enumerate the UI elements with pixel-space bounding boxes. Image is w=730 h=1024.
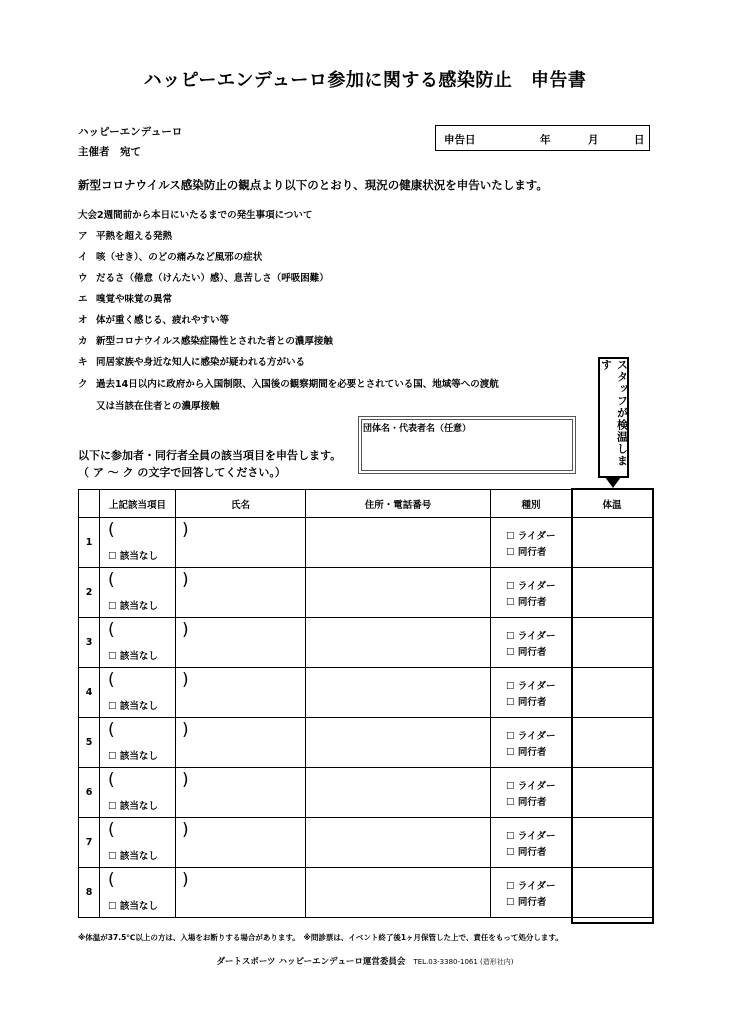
row-number: 4 [79, 668, 100, 718]
paren-open: ( [108, 870, 115, 890]
footer-org: ダートスポーツ ハッピーエンデューロ運営委員会 [216, 957, 406, 967]
item-answer-cell[interactable] [100, 768, 189, 818]
header-name: 氏名 [176, 490, 306, 518]
paren-close: ) [182, 870, 189, 890]
header-number [79, 490, 100, 518]
paren-close: ) [182, 620, 189, 640]
rider-checkbox[interactable]: ☐ ライダー [506, 781, 556, 792]
rider-checkbox[interactable]: ☐ ライダー [506, 581, 556, 592]
list-item-key: カ [78, 336, 88, 347]
addressee-org: ハッピーエンデューロ [78, 126, 183, 138]
type-cell [491, 568, 572, 618]
list-item-key: キ [78, 357, 88, 368]
item-answer-cell[interactable] [100, 818, 189, 868]
paren-open: ( [108, 520, 115, 540]
addressee-to: 主催者 宛て [78, 146, 141, 158]
none-checkbox[interactable]: ☐ 該当なし [108, 551, 158, 562]
list-item-text: 体が重く感じる、疲れやすい等 [96, 315, 230, 326]
list-item-text: だるさ（倦怠（けんたい）感）、息苦しさ（呼吸困難） [96, 273, 329, 284]
date-day: 日 [634, 134, 645, 146]
table-row [79, 618, 653, 668]
address-cell[interactable] [306, 868, 491, 918]
temperature-column-frame [571, 488, 654, 924]
staff-note-box [598, 357, 629, 478]
name-cell[interactable] [176, 768, 306, 818]
date-label: 申告日 [444, 134, 476, 146]
paren-close: ) [182, 670, 189, 690]
date-year: 年 [540, 134, 551, 146]
group-name-box[interactable] [358, 416, 576, 474]
intro-text: 新型コロナウイルス感染防止の観点より以下のとおり、現況の健康状況を申告いたします。 [78, 178, 548, 192]
none-checkbox[interactable]: ☐ 該当なし [108, 801, 158, 812]
rider-checkbox[interactable]: ☐ ライダー [506, 831, 556, 842]
name-cell[interactable] [176, 868, 306, 918]
type-cell [491, 668, 572, 718]
item-answer-cell[interactable] [100, 668, 189, 718]
item-answer-cell[interactable] [100, 868, 189, 918]
list-item [78, 376, 499, 390]
list-item [78, 291, 172, 305]
table-row [79, 818, 653, 868]
group-name-label: 団体名・代表者名（任意） [363, 424, 472, 434]
staff-note: スタッフが検温します [599, 359, 629, 467]
companion-checkbox[interactable]: ☐ 同行者 [506, 897, 547, 908]
paren-close: ) [182, 720, 189, 740]
page-title: ハッピーエンデューロ参加に関する感染防止 申告書 [143, 70, 587, 91]
table-header-row [79, 490, 653, 518]
rider-checkbox[interactable]: ☐ ライダー [506, 881, 556, 892]
name-cell[interactable] [176, 568, 306, 618]
address-cell[interactable] [306, 618, 491, 668]
table-row [79, 568, 653, 618]
companion-checkbox[interactable]: ☐ 同行者 [506, 747, 547, 758]
paren-open: ( [108, 670, 115, 690]
item-answer-cell[interactable] [100, 718, 189, 768]
list-item-key: エ [78, 294, 88, 305]
list-item [78, 312, 229, 326]
address-cell[interactable] [306, 568, 491, 618]
list-item-key: ア [78, 231, 88, 242]
list-item [78, 270, 329, 284]
none-checkbox[interactable]: ☐ 該当なし [108, 601, 158, 612]
name-cell[interactable] [176, 668, 306, 718]
companion-checkbox[interactable]: ☐ 同行者 [506, 797, 547, 808]
row-number: 7 [79, 818, 100, 868]
list-item [78, 333, 333, 347]
type-cell [491, 718, 572, 768]
address-cell[interactable] [306, 768, 491, 818]
none-checkbox[interactable]: ☐ 該当なし [108, 651, 158, 662]
list-item-key: ウ [78, 273, 88, 284]
none-checkbox[interactable]: ☐ 該当なし [108, 701, 158, 712]
list-item [78, 354, 305, 368]
paren-close: ) [182, 770, 189, 790]
paren-close: ) [182, 820, 189, 840]
none-checkbox[interactable]: ☐ 該当なし [108, 751, 158, 762]
footer-tel: TEL.03-3380-1061 (造形社内) [413, 958, 514, 966]
rider-checkbox[interactable]: ☐ ライダー [506, 631, 556, 642]
item-answer-cell[interactable] [100, 618, 189, 668]
address-cell[interactable] [306, 518, 491, 568]
list-item-text: 同居家族や身近な知人に感染が疑われる方がいる [96, 357, 306, 368]
header-address: 住所・電話番号 [306, 490, 491, 518]
instruction-line-1: 以下に参加者・同行者全員の該当項目を申告します。 [78, 449, 342, 462]
name-cell[interactable] [176, 518, 306, 568]
paren-close: ) [182, 570, 189, 590]
address-cell[interactable] [306, 668, 491, 718]
row-number: 2 [79, 568, 100, 618]
paren-close: ) [182, 520, 189, 540]
list-item-text: 新型コロナウイルス感染症陽性とされた者との濃厚接触 [96, 336, 333, 347]
header-temp: 体温 [572, 490, 653, 518]
header-item: 上記該当項目 [100, 490, 176, 518]
none-checkbox[interactable]: ☐ 該当なし [108, 851, 158, 862]
type-cell [491, 518, 572, 568]
paren-open: ( [108, 570, 115, 590]
item-answer-cell[interactable] [100, 568, 189, 618]
name-cell[interactable] [176, 718, 306, 768]
arrow-down-icon [605, 477, 621, 488]
companion-checkbox[interactable]: ☐ 同行者 [506, 847, 547, 858]
rider-checkbox[interactable]: ☐ ライダー [506, 531, 556, 542]
list-item-key: イ [78, 252, 88, 263]
table-row [79, 668, 653, 718]
list-item-text: 過去14日以内に政府から入国制限、入国後の観察期間を必要とされている国、地域等への渡航 [96, 379, 499, 390]
companion-checkbox[interactable]: ☐ 同行者 [506, 647, 547, 658]
type-cell [491, 868, 572, 918]
type-cell [491, 768, 572, 818]
row-number: 8 [79, 868, 100, 918]
name-cell[interactable] [176, 818, 306, 868]
companion-checkbox[interactable]: ☐ 同行者 [506, 697, 547, 708]
row-number: 5 [79, 718, 100, 768]
paren-open: ( [108, 720, 115, 740]
list-item-text: 咳（せき）、のどの痛みなど風邪の症状 [96, 252, 263, 263]
rider-checkbox[interactable]: ☐ ライダー [506, 731, 556, 742]
list-item-key: ク [78, 379, 88, 390]
companion-checkbox[interactable]: ☐ 同行者 [506, 597, 547, 608]
none-checkbox[interactable]: ☐ 該当なし [108, 901, 158, 912]
list-item-text: 平熱を超える発熱 [96, 231, 173, 242]
date-month: 月 [588, 134, 599, 146]
declaration-table [78, 489, 653, 918]
address-cell[interactable] [306, 718, 491, 768]
name-cell[interactable] [176, 618, 306, 668]
paren-open: ( [108, 820, 115, 840]
footer [0, 955, 730, 967]
table-row [79, 768, 653, 818]
row-number: 3 [79, 618, 100, 668]
instruction-line-2: （ ア ～ ク の文字で回答してください。） [78, 466, 286, 479]
companion-checkbox[interactable]: ☐ 同行者 [506, 547, 547, 558]
row-number: 6 [79, 768, 100, 818]
footnote: ※体温が37.5℃以上の方は、入場をお断りする場合があります。 ※問診票は、イベント終了後1ヶ月保管した上で、責任をもって処分します。 [78, 933, 563, 942]
items-header: 大会2週間前から本日にいたるまでの発生事項について [78, 210, 313, 221]
list-item-text: 嗅覚や味覚の異常 [96, 294, 173, 305]
item-answer-cell[interactable] [100, 518, 189, 568]
list-item-key: オ [78, 315, 88, 326]
date-box[interactable] [435, 125, 650, 151]
list-item [78, 249, 262, 263]
paren-open: ( [108, 620, 115, 640]
address-cell[interactable] [306, 818, 491, 868]
type-cell [491, 818, 572, 868]
table-row [79, 518, 653, 568]
table-row [79, 718, 653, 768]
type-cell [491, 618, 572, 668]
list-item [78, 228, 172, 242]
header-type: 種別 [491, 490, 572, 518]
table-row [79, 868, 653, 918]
item-continuation: 又は当該在住者との濃厚接触 [96, 401, 220, 412]
row-number: 1 [79, 518, 100, 568]
rider-checkbox[interactable]: ☐ ライダー [506, 681, 556, 692]
paren-open: ( [108, 770, 115, 790]
